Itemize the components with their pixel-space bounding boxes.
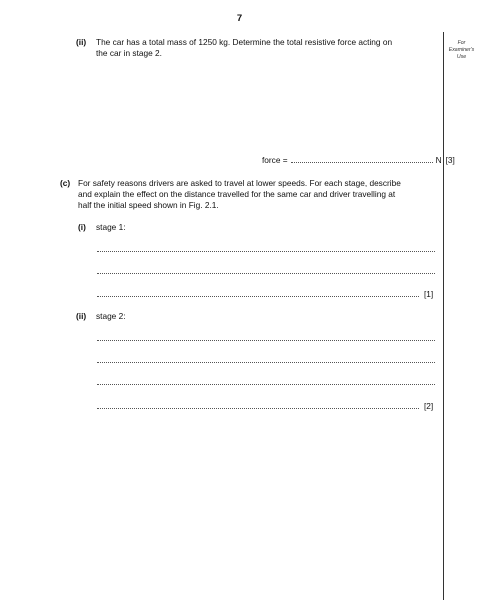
- examiner-note-line-2: Examiner's: [448, 47, 475, 53]
- examiner-margin-rule: [443, 32, 444, 600]
- stage-1-answer-line-2[interactable]: [97, 273, 435, 274]
- stage-2-answer-line-3[interactable]: [97, 384, 435, 385]
- examiner-note-line-1: For: [457, 40, 466, 46]
- question-c-line-3: half the initial speed shown in Fig. 2.1.: [78, 200, 219, 210]
- question-c-i-text: stage 1:: [96, 222, 126, 232]
- stage-2-answer-line-2[interactable]: [97, 362, 435, 363]
- question-c-label: (c): [60, 178, 71, 188]
- question-c-ii-label: (ii): [76, 311, 87, 321]
- force-marks: [3]: [445, 155, 455, 165]
- question-b-ii-label: (ii): [76, 37, 87, 47]
- force-answer-row: [262, 154, 455, 165]
- question-b-ii-line-2: the car in stage 2.: [96, 48, 162, 58]
- question-b-ii-text: [96, 37, 440, 59]
- page-number: 7: [236, 13, 243, 24]
- stage-2-answer-line-4[interactable]: [97, 408, 419, 409]
- question-c-line-1: For safety reasons drivers are asked to travel at lower speeds. For each stage, describe: [78, 178, 401, 188]
- stage-1-answer-line-3[interactable]: [97, 296, 419, 297]
- stage-1-answer-line-1[interactable]: [97, 251, 435, 252]
- force-unit: N: [435, 155, 442, 165]
- question-c-text: [78, 178, 440, 211]
- examiner-note-line-3: Use: [456, 54, 467, 60]
- question-c-i-label: (i): [78, 222, 86, 232]
- question-b-ii-line-1: The car has a total mass of 1250 kg. Determine the total resistive force acting on: [96, 37, 393, 47]
- question-c-line-2: and explain the effect on the distance travelled for the same car and driver travelling at: [78, 189, 396, 199]
- examiner-use-note: [446, 40, 477, 61]
- stage-2-marks: [2]: [424, 401, 434, 411]
- force-answer-field[interactable]: [291, 162, 433, 163]
- question-c-ii-text: stage 2:: [96, 311, 126, 321]
- force-answer-label: force =: [262, 155, 288, 165]
- stage-2-answer-line-1[interactable]: [97, 340, 435, 341]
- stage-1-marks: [1]: [424, 289, 434, 299]
